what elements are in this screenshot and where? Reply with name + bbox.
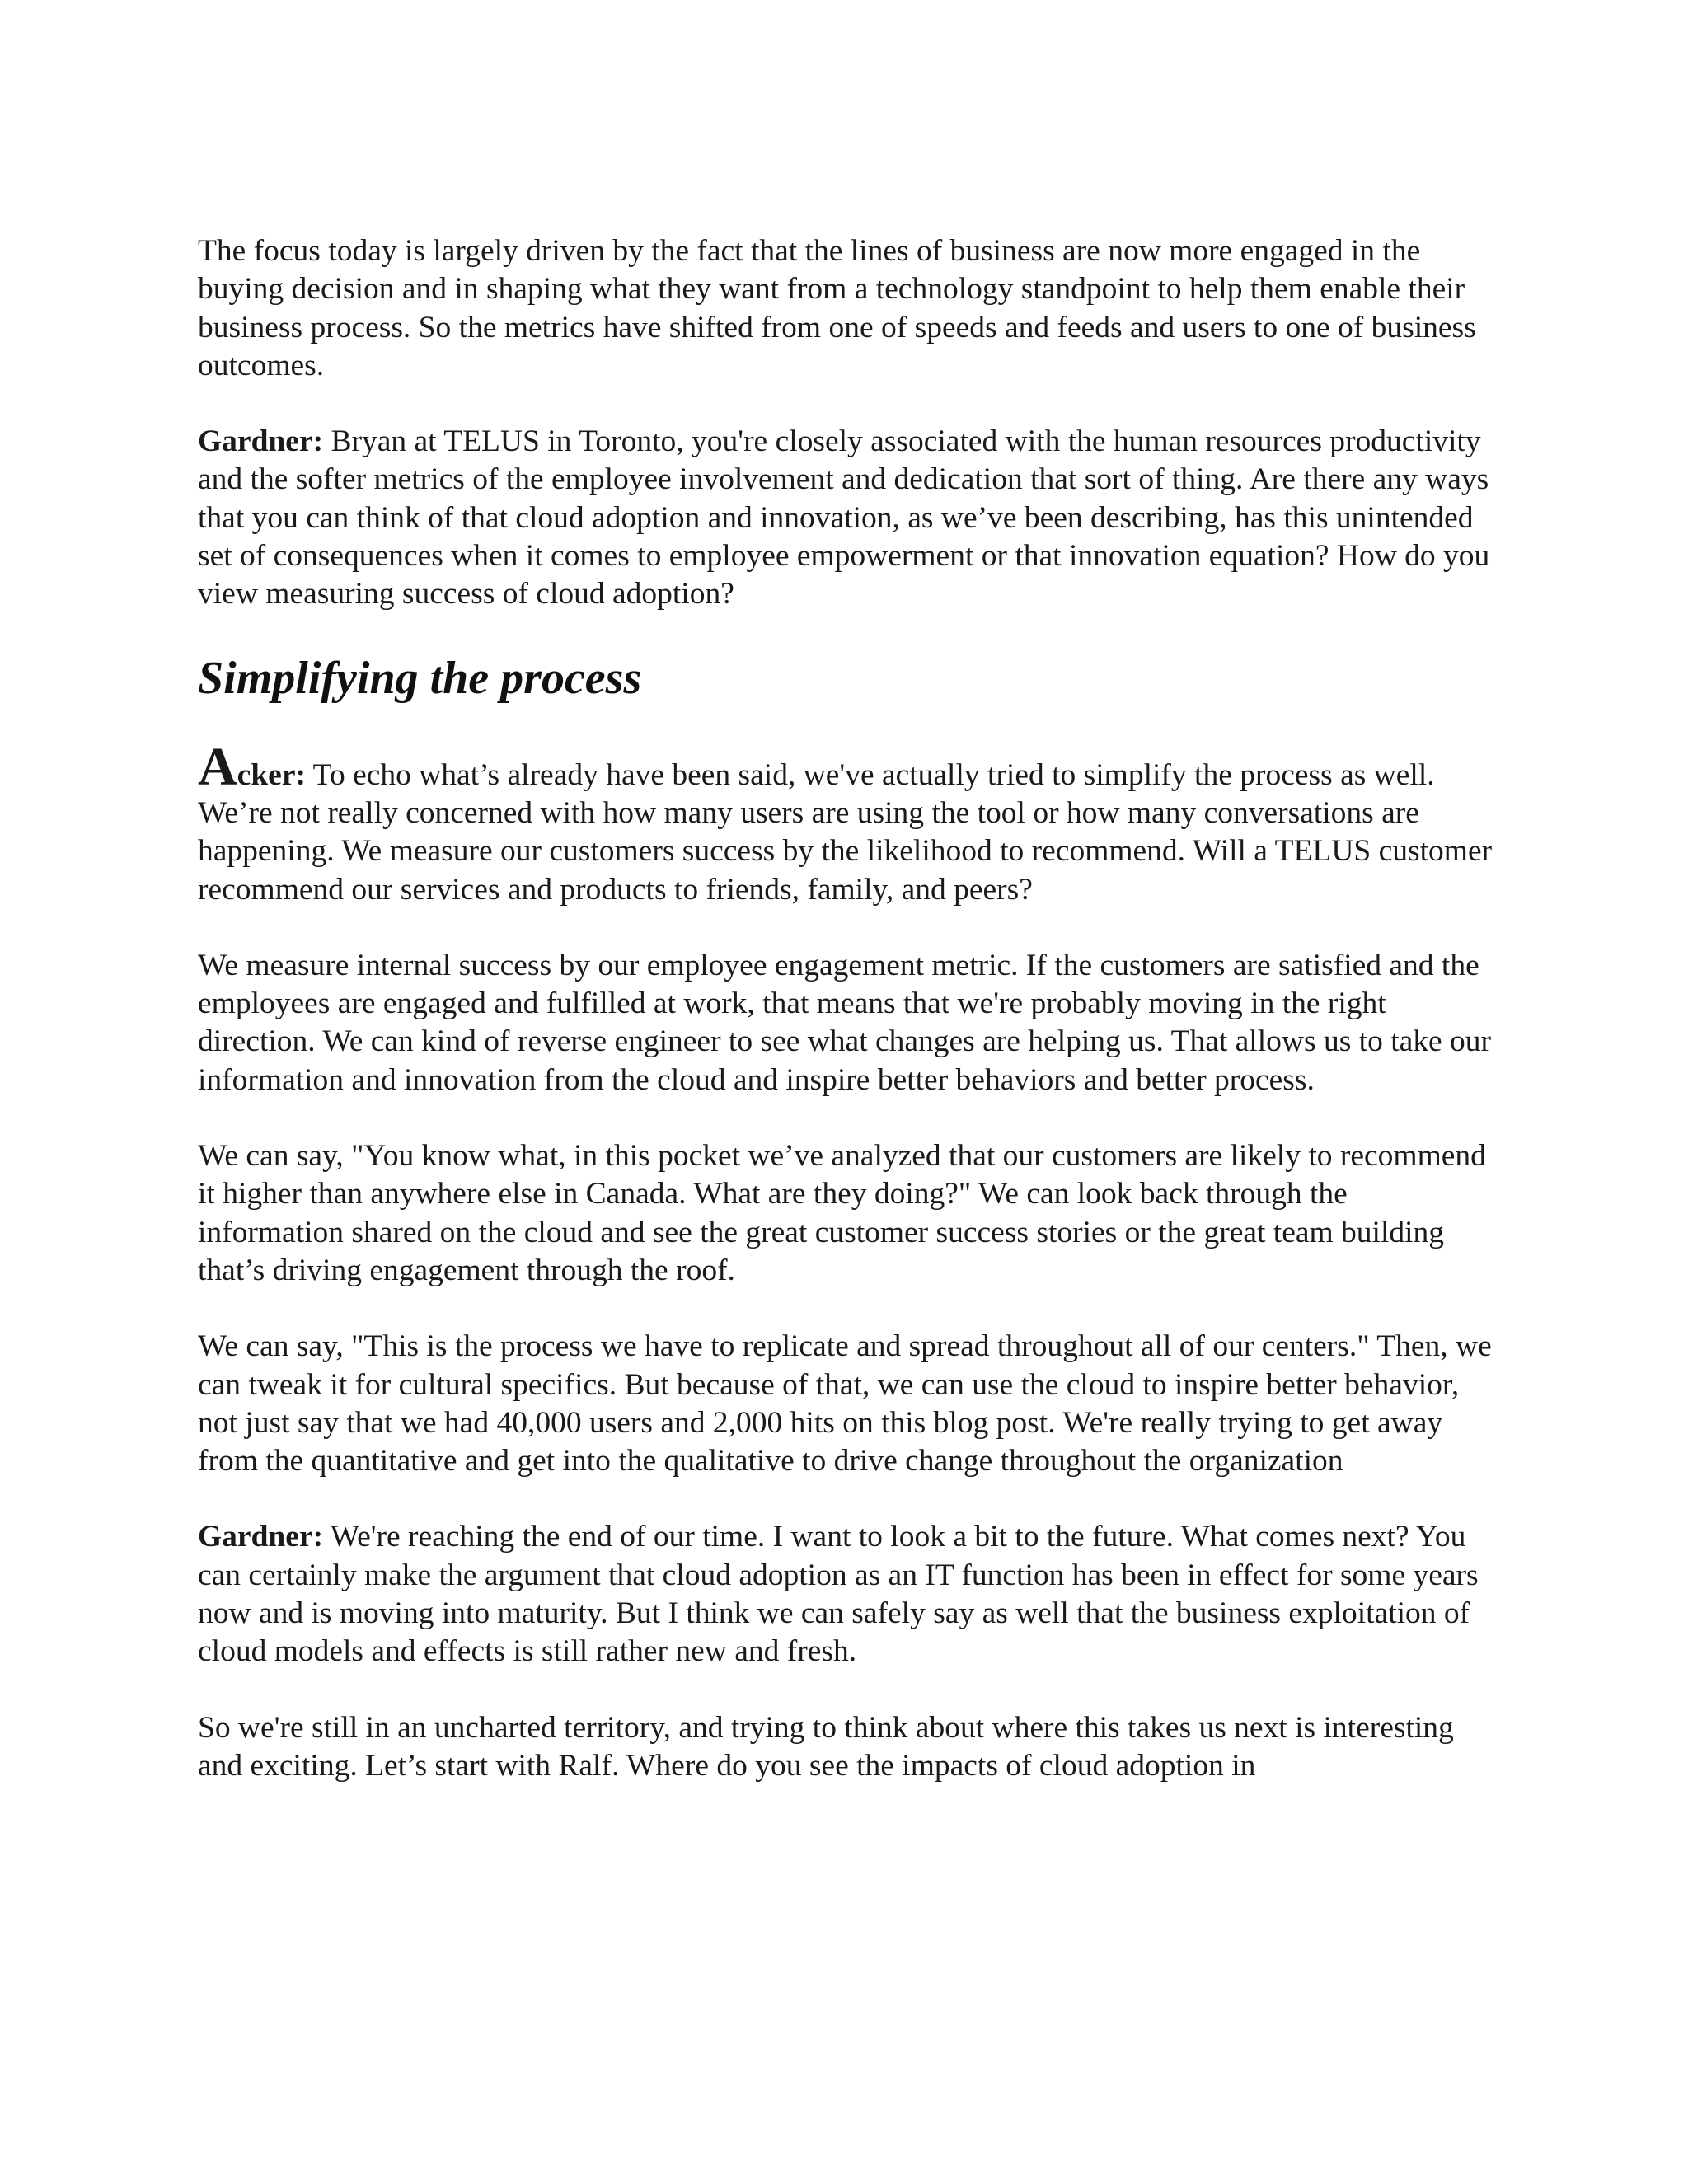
paragraph-replicate-process [198,1328,1497,1480]
paragraph-intro [198,232,1497,385]
paragraph-text: So we're still in an uncharted territory, and trying to think about where this takes us next is interesting and exciting. Let’s start with Ralf. Where do you see the impacts of cloud adoption in [198,1710,1454,1783]
paragraph-uncharted-territory [198,1709,1497,1786]
paragraph-text: We can say, "This is the process we have to replicate and spread throughout all of our centers." Then, we can tweak it for cultural specifics. But because of that, we can use the cloud to inspire better behavior, not just say that we had 40,000 users and 2,000 hits on this blog post. We're really trying to get away from the quantitative and get into the qualitative to drive change throughout the organization [198,1329,1492,1479]
section-heading: Simplifying the process [198,652,642,704]
paragraph-text: We can say, "You know what, in this pocket we’ve analyzed that our customers are likely to recommend it higher than anywhere else in Canada. What are they doing?" We can look back through the information shared on the cloud and see the great customer success stories or the great team building that’s driving engagement through the roof. [198,1139,1486,1287]
document-page [198,232,1497,1823]
paragraph-text: Bryan at TELUS in Toronto, you're closely associated with the human resources productivity and the softer metrics of the employee involvement and dedication that sort of thing. Are there any ways that you can think of that cloud adoption and innovation, as we’ve been describing, has this unintended set of consequences when it comes to employee empowerment or that innovation equation? How do you view measuring success of cloud adoption? [198,424,1490,612]
speaker-name: Gardner: [198,1520,324,1554]
speaker-name: Gardner: [198,424,324,459]
paragraph-text: We measure internal success by our employee engagement metric. If the customers are satisfied and the employees are engaged and fulfilled at work, that means that we're probably moving in the right direction. We can kind of reverse engineer to see what changes are helping us. That allows us to take our information and innovation from the cloud and inspire better behaviors and better process. [198,948,1492,1097]
paragraph-internal-success [198,947,1497,1099]
paragraph-gardner-question [198,423,1497,613]
paragraph-gardner-future [198,1518,1497,1671]
paragraph-text: To echo what’s already have been said, we've actually tried to simplify the process as well. We’re not really concerned with how many users are using the tool or how many conversations are happening. We measure our customers success by the likelihood to recommend. Will a TELUS customer recommend our services and products to friends, family, and peers? [198,757,1493,907]
paragraph-acker-answer [198,736,1497,909]
drop-cap: A [198,736,237,797]
speaker-name: cker: [237,757,306,792]
paragraph-pocket-analysis [198,1137,1497,1290]
paragraph-text: We're reaching the end of our time. I want to look a bit to the future. What comes next? You can certainly make the argument that cloud adoption as an IT function has been in effect for some years now and is moving into maturity. But I think we can safely say as well that the business exploitation of cloud models and effects is still rather new and fresh. [198,1520,1479,1669]
paragraph-text: The focus today is largely driven by the fact that the lines of business are now more engaged in the buying decision and in shaping what they want from a technology standpoint to help them enable their business process. So the metrics have shifted from one of speeds and feeds and users to one of business outcomes. [198,234,1476,382]
